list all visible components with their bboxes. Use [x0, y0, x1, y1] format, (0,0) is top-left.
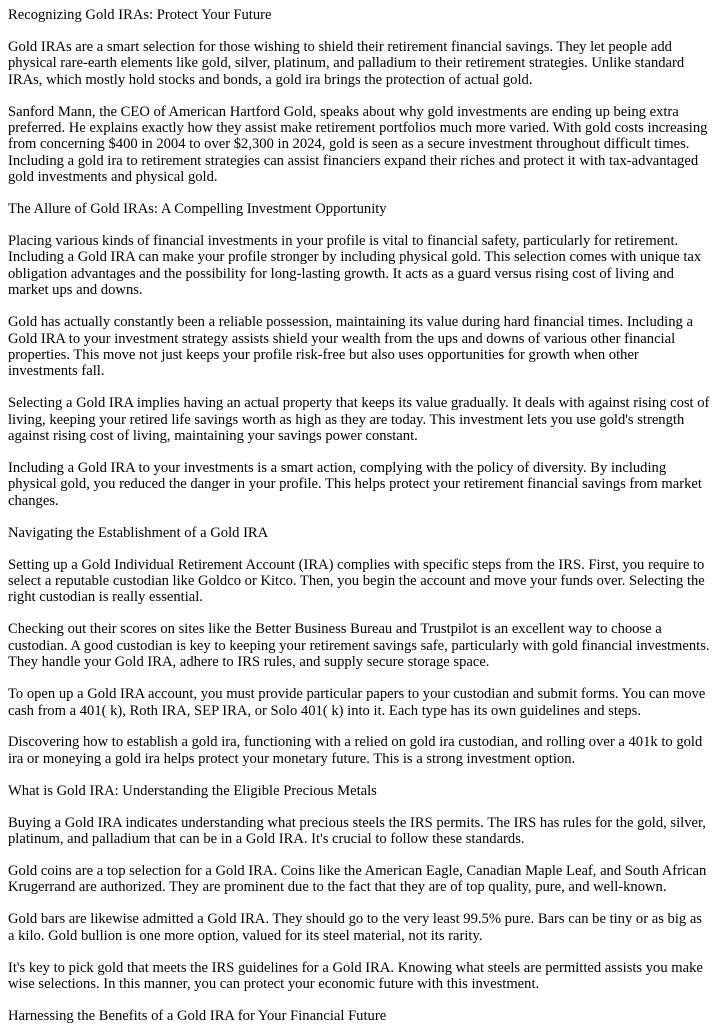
paragraph-open-account: To open up a Gold IRA account, you must provide particular papers to your custodian and submit forms. You can move cash from a 401( k), Roth IRA, SEP IRA, or Solo 401( k) into it. Each type has its own guidelines and steps.: [8, 686, 706, 719]
paragraph-reliable-possession: Gold has actually constantly been a reliable possession, maintaining its value during hard financial times. Including a Gold IRA to your investment strategy assists shield your wealth from the ups and downs of various other financial properties. This move not just keeps your profile risk-free but also uses opportunities for growth when other investments fall.: [8, 314, 693, 380]
heading-recognizing-gold-iras: Recognizing Gold IRAs: Protect Your Future: [8, 7, 272, 23]
paragraph-checking-scores: Checking out their scores on sites like the Better Business Bureau and Trustpilot is an excellent way to choose a custodian. A good custodian is key to keeping your retirement savings safe, particularly with gold financial investments. They handle your Gold IRA, adhere to IRS rules, and supply secure storage space.: [8, 621, 710, 671]
paragraph-irs-permits: Buying a Gold IRA indicates understanding what precious steels the IRS permits. The IRS has rules for the gold, silver, platinum, and palladium that can be in a Gold IRA. It's crucial to follow these standards.: [8, 814, 706, 848]
paragraph-setting-up: Setting up a Gold Individual Retirement Account (IRA) complies with specific steps from the IRS. First, you require to select a reputable custodian like Goldco or Kitco. Then, you begin the account and move your funds over. Selecting the right custodian is really essential.: [8, 556, 705, 606]
heading-allure-of-gold-iras: The Allure of Gold IRAs: A Compelling Investment Opportunity: [8, 201, 387, 218]
heading-eligible-metals: What is Gold IRA: Understanding the Eligible Precious Metals: [8, 782, 377, 799]
paragraph-sanford-mann: Sanford Mann, the CEO of American Hartford Gold, speaks about why gold investments are ending up being extra preferred. He explains exactly how they assist make retirement portfolios much more varied. With gold costs increasing from concerning $400 in 2004 to over $2,300 in 2024, gold is seen as a secure investment throughout difficult times. Including a gold ira to retirement strategies can assist financiers expand their riches and protect it with tax-advantaged gold investments and physical gold.: [8, 103, 708, 186]
paragraph-diversification: Placing various kinds of financial investments in your profile is vital to financial safety, particularly for retirement. Including a Gold IRA can make your profile stronger by including physical gold. This selection comes with unique tax obligation advantages and the possibility for long-lasting growth. It acts as a guard versus rising cost of living and market ups and downs.: [8, 233, 702, 299]
paragraph-actual-property: Selecting a Gold IRA implies having an actual property that keeps its value gradually. It deals with against rising cost of living, keeping your retired life savings worth as high as they are today. This investment lets you use gold's strength against rising cost of living, maintaining your savings power constant.: [8, 395, 710, 445]
paragraph-discovering: Discovering how to establish a gold ira, functioning with a relied on gold ira custodian, and rolling over a 401k to gold ira or moneying a gold ira helps protect your monetary future. This is a strong investment option.: [8, 734, 703, 767]
paragraph-pick-gold: It's key to pick gold that meets the IRS guidelines for a Gold IRA. Knowing what steels are permitted assists you make wise selections. In this manner, you can protect your economic future with this investment.: [8, 959, 703, 992]
paragraph-intro: Gold IRAs are a smart selection for those wishing to shield their retirement financial savings. They let people add physical rare-earth elements like gold, silver, platinum, and palladium to their retirement strategies. Unlike standard IRAs, which mostly hold stocks and bonds, a gold ira brings the protection of actual gold.: [8, 38, 685, 88]
paragraph-gold-coins: Gold coins are a top selection for a Gold IRA. Coins like the American Eagle, Canadian Maple Leaf, and South African Krugerrand are authorized. They are prominent due to the fact that they are of top quality, pure, and well-known.: [8, 862, 707, 896]
paragraph-smart-action: Including a Gold IRA to your investments is a smart action, complying with the policy of diversity. By including physical gold, you reduced the danger in your profile. This helps protect your retirement financial savings from market changes.: [8, 460, 702, 509]
paragraph-gold-bars: Gold bars are likewise admitted a Gold IRA. They should go to the very least 99.5% pure. Bars can be tiny or as big as a kilo. Gold bullion is one more option, valued for its steel material, not its rarity.: [8, 911, 702, 944]
heading-harnessing-benefits: Harnessing the Benefits of a Gold IRA for Your Financial Future: [8, 1007, 387, 1024]
heading-navigating-establishment: Navigating the Establishment of a Gold IRA: [8, 524, 269, 541]
